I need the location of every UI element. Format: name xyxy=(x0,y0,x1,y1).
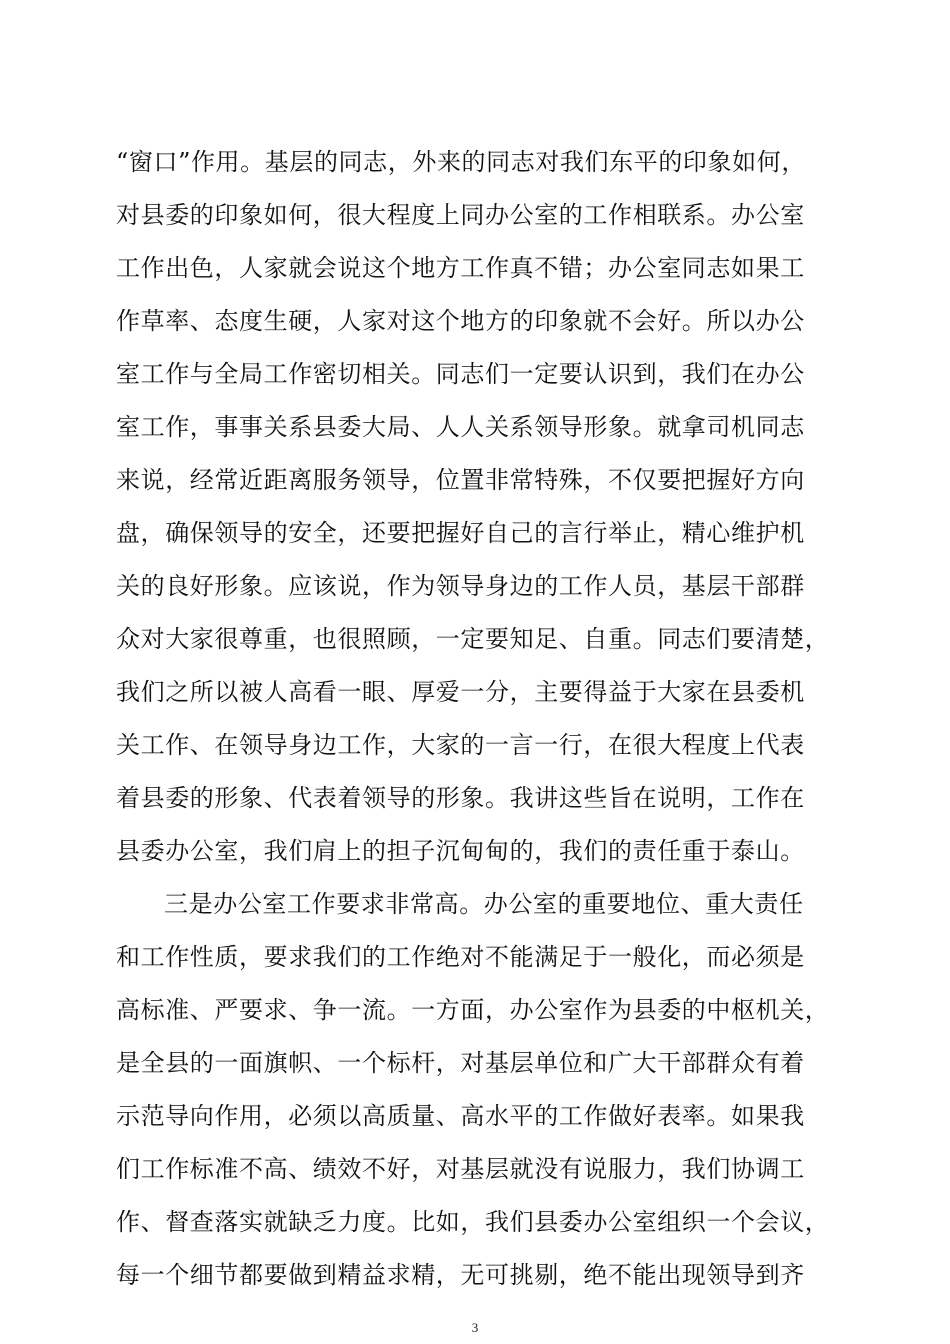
text-line: 作草率、态度生硬，人家对这个地方的印象就不会好。所以办公 xyxy=(116,307,805,335)
text-line: 和工作性质，要求我们的工作绝对不能满足于一般化，而必须是 xyxy=(116,943,805,971)
text-line: 着县委的形象、代表着领导的形象。我讲这些旨在说明，工作在 xyxy=(116,784,805,812)
page-number: 3 xyxy=(471,1320,479,1335)
text-line: 是全县的一面旗帜、一个标杆，对基层单位和广大干部群众有着 xyxy=(116,1049,805,1077)
text-line: 对县委的印象如何，很大程度上同办公室的工作相联系。办公室 xyxy=(116,201,805,229)
text-line: 盘，确保领导的安全，还要把握好自己的言行举止，精心维护机 xyxy=(116,519,805,547)
text-line: 来说，经常近距离服务领导，位置非常特殊，不仅要把握好方向 xyxy=(116,466,805,494)
text-line: 关工作、在领导身边工作，大家的一言一行，在很大程度上代表 xyxy=(116,731,805,759)
text-line: 高标准、严要求、争一流。一方面，办公室作为县委的中枢机关， xyxy=(116,996,830,1024)
text-line: 我们之所以被人高看一眼、厚爱一分，主要得益于大家在县委机 xyxy=(116,678,805,706)
text-line: “窗口”作用。基层的同志，外来的同志对我们东平的印象如何， xyxy=(116,148,806,176)
text-line: 作、督查落实就缺乏力度。比如，我们县委办公室组织一个会议， xyxy=(116,1208,830,1236)
text-line: 室工作，事事关系县委大局、人人关系领导形象。就拿司机同志 xyxy=(116,413,805,441)
text-line: 县委办公室，我们肩上的担子沉甸甸的，我们的责任重于泰山。 xyxy=(116,837,805,865)
text-line: 们工作标准不高、绩效不好，对基层就没有说服力，我们协调工 xyxy=(116,1155,805,1183)
text-line: 关的良好形象。应该说，作为领导身边的工作人员，基层干部群 xyxy=(116,572,805,600)
text-line: 众对大家很尊重，也很照顾，一定要知足、自重。同志们要清楚， xyxy=(116,625,830,653)
text-line: 示范导向作用，必须以高质量、高水平的工作做好表率。如果我 xyxy=(116,1102,805,1130)
text-line: 工作出色，人家就会说这个地方工作真不错；办公室同志如果工 xyxy=(116,254,805,282)
paragraph-first-line: 三是办公室工作要求非常高。办公室的重要地位、重大责任 xyxy=(164,890,804,918)
text-line: 每一个细节都要做到精益求精，无可挑剔，绝不能出现领导到齐 xyxy=(116,1261,805,1289)
text-line: 室工作与全局工作密切相关。同志们一定要认识到，我们在办公 xyxy=(116,360,805,388)
